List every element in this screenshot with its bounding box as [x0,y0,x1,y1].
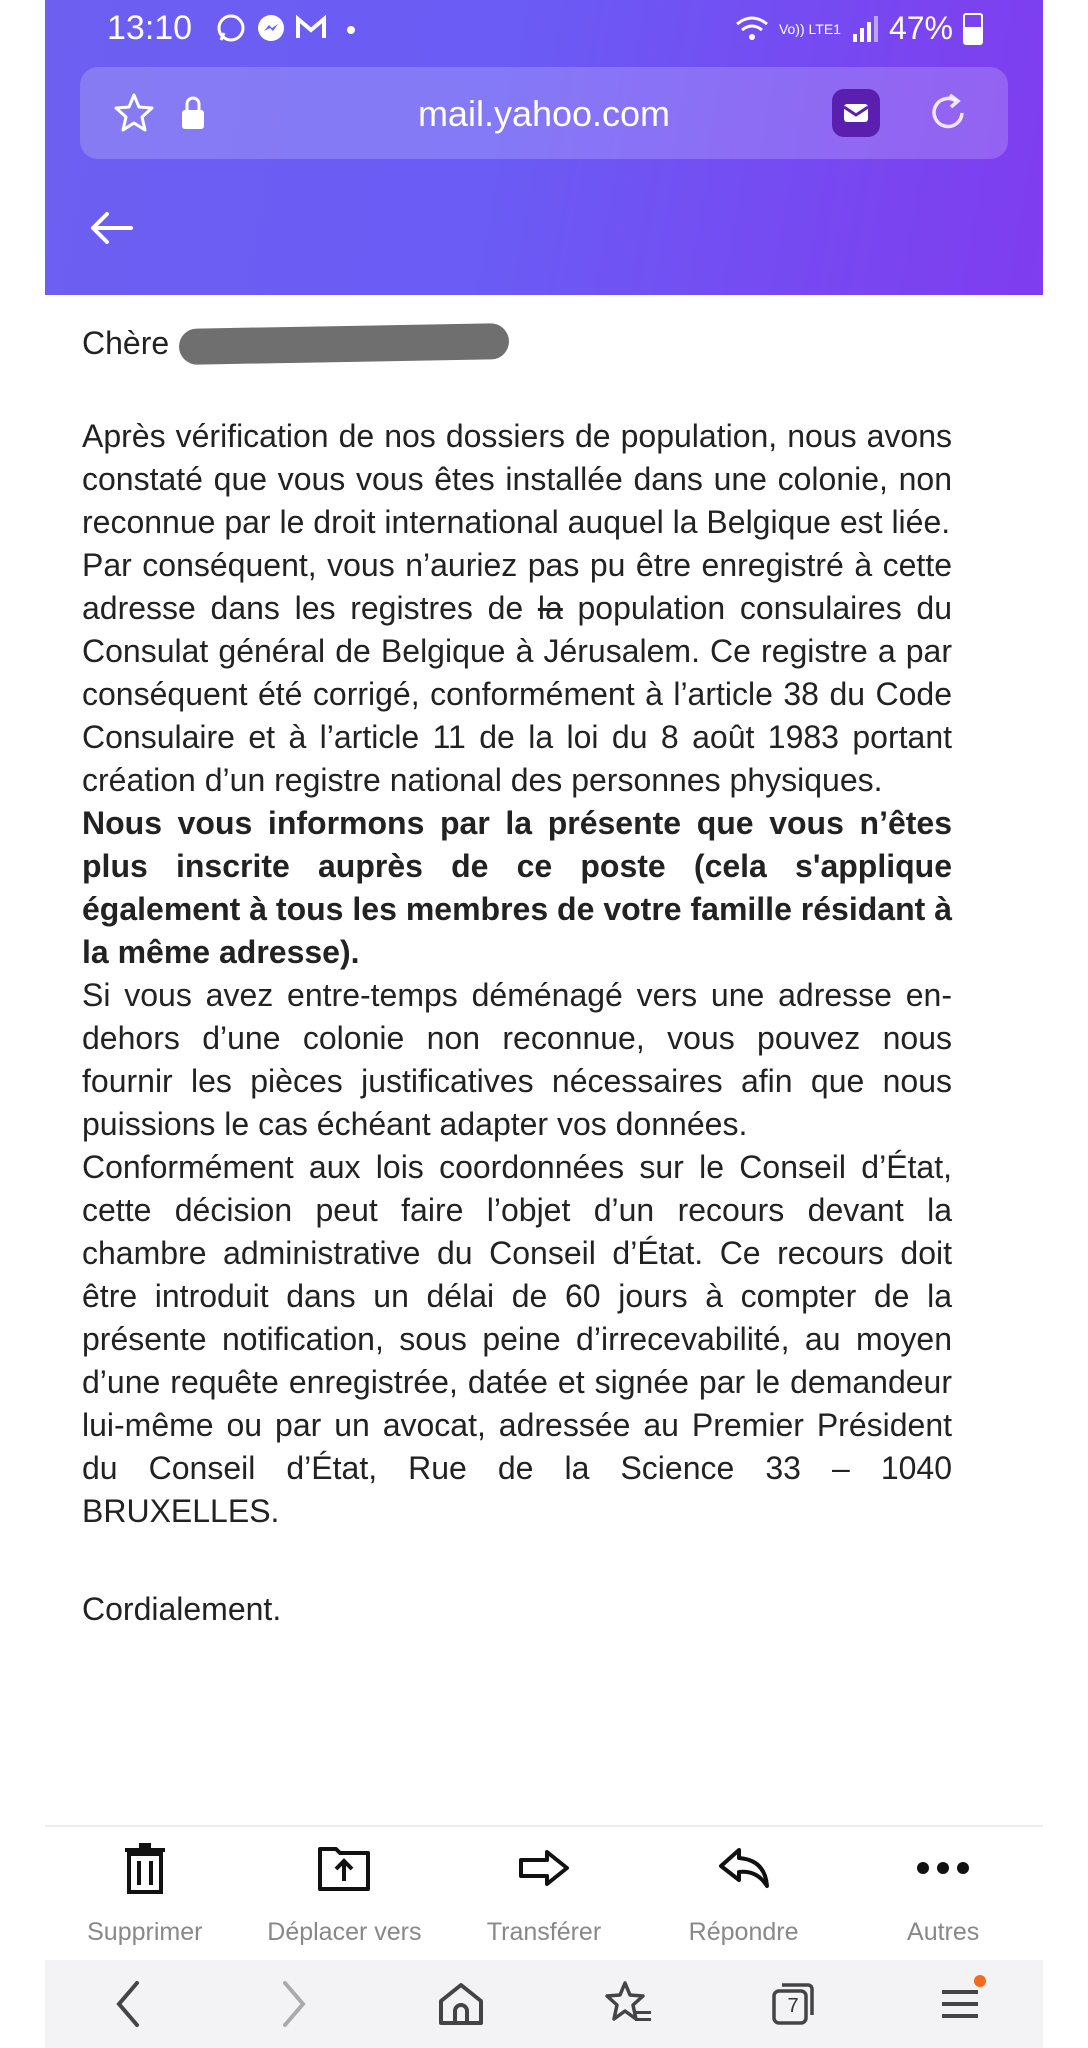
more-button[interactable] [843,1840,1043,1950]
struck-word: la [537,590,563,626]
toolbar-divider [45,1825,1043,1827]
chevron-right-icon [279,1979,309,2029]
delete-button[interactable] [45,1840,245,1950]
reply-button[interactable] [644,1840,844,1950]
status-bar [45,0,1043,60]
email-paragraph-5: Conformément aux lois coordonnées sur le Conseil d’État, cette décision peut faire l’objet d’un recours devant la chambre administrative du Conseil d’État. Ce recours doit être introduit dans un délai de 60 jours à compter de la présente notification, sous peine d’irrecevabilité, au moyen d’une requête enregistrée, datée et signée par le demandeur lui-même ou par un avocat, adressée au Premier Président du Conseil d’État, Rue de la Science 33 – 1040 BRUXELLES. [82,1149,952,1529]
tab-count: 7 [787,1995,799,2017]
gmail-icon [295,12,327,44]
forward-button[interactable] [444,1840,644,1950]
email-paragraph-2: Par conséquent, vous n’auriez pas pu être enregistré à cette adresse dans les registres de la population consulaires du Consulat général de Belgique à Jérusalem. Ce registre a par conséquent été corrigé, conformément à l’article 38 du Code Consulaire et à l’article 11 de la loi du 8 août 1983 portant création d’un registre national des personnes physiques. [82,547,953,798]
trash-icon [123,1842,167,1894]
reply-label: Répondre [688,1918,799,1946]
status-notification-icons [215,12,367,44]
forward-label: Transférer [486,1918,602,1946]
browser-bookmarks-button[interactable] [587,1969,667,2039]
wifi-icon [735,15,769,43]
network-type: Vo)) LTE1 [778,20,841,37]
email-greeting: Chère [82,322,952,365]
browser-home-button[interactable] [421,1969,501,2039]
url-bar[interactable] [80,67,1008,159]
action-toolbar [45,1840,1043,1950]
status-right [735,10,983,47]
move-button[interactable] [245,1840,445,1950]
frame-right [1043,0,1088,2048]
more-dots-icon [915,1861,971,1875]
star-list-icon [601,1979,653,2029]
move-folder-icon [316,1843,372,1893]
redacted-name [179,323,510,365]
app [45,0,1043,2048]
battery-icon [963,13,983,45]
more-notifications-dot-icon [335,12,367,44]
signal-icon [851,16,879,42]
reload-icon[interactable] [924,89,972,137]
browser-menu-button[interactable] [920,1969,1000,2039]
browser-nav-bar [45,1960,1043,2048]
frame-left [0,0,45,2048]
yahoo-mail-icon[interactable] [832,89,880,137]
browser-forward-button[interactable] [254,1969,334,2039]
menu-notification-dot [974,1975,986,1987]
browser-tabs-button[interactable] [753,1969,833,2039]
email-body [82,322,952,1631]
chevron-left-icon [113,1979,143,2029]
battery-percent: 47% [888,10,953,46]
email-paragraph-3: Nous vous informons par la présente que vous n’êtes plus inscrite auprès de ce poste (cela s'applique également à tous les membres de votre famille résidant à la même adresse). [82,805,952,970]
forward-arrow-icon [517,1848,571,1888]
home-icon [437,1981,485,2027]
move-label: Déplacer vers [267,1918,422,1946]
delete-label: Supprimer [87,1918,203,1946]
hamburger-menu-icon [938,1984,982,2024]
email-paragraph-4: Si vous avez entre-temps déménagé vers une adresse en-dehors d’une colonie non reconnue, vous pouvez nous fournir les pièces justificatives nécessaires afin que nous puissions le cas échéant adapter vos données. [82,977,952,1142]
more-label: Autres [907,1918,980,1946]
email-closing: Cordialement. [82,1591,282,1627]
back-arrow-icon[interactable] [87,208,135,248]
status-time: 13:10 [107,9,193,47]
messenger-icon [255,12,287,44]
whatsapp-icon [215,12,247,44]
reply-arrow-icon [717,1846,771,1890]
browser-back-button[interactable] [88,1969,168,2039]
email-paragraph-1: Après vérification de nos dossiers de population, nous avons constaté que vous vous êtes installée dans une colonie, non reconnue par le droit international auquel la Belgique est liée. [82,418,952,540]
url-text[interactable]: mail.yahoo.com [417,93,671,134]
